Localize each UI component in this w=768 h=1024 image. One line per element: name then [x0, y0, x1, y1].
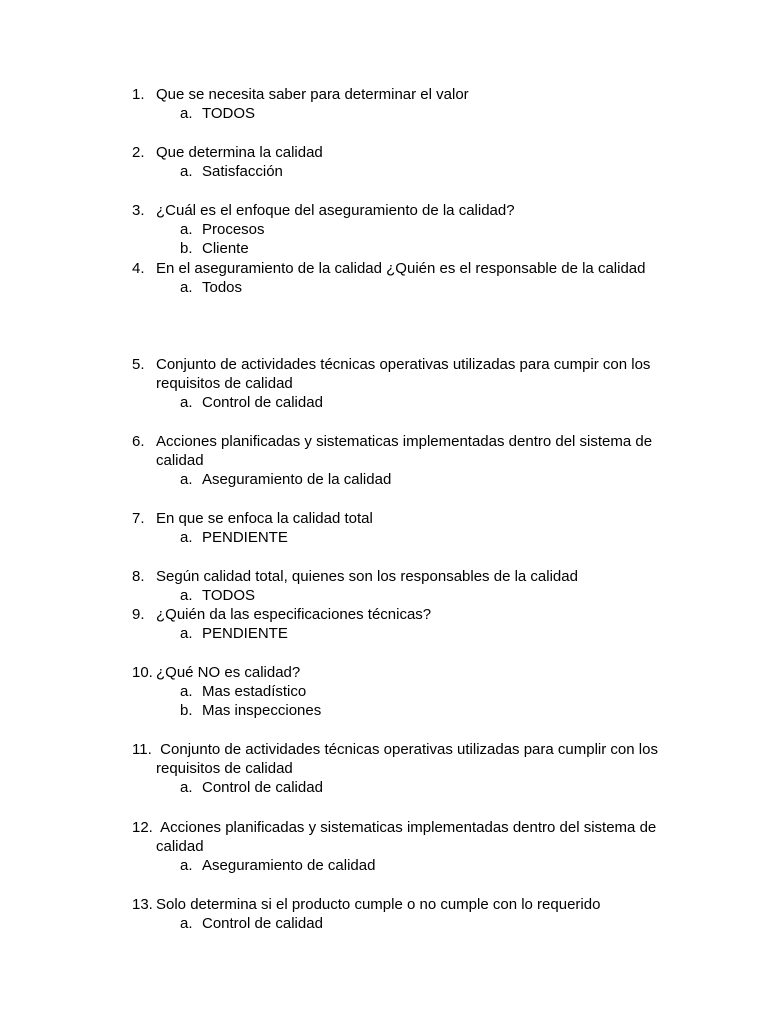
answer-item: [180, 220, 662, 239]
answer-text: Todos: [202, 279, 243, 296]
question-number: 7.: [132, 510, 145, 527]
answer-text: PENDIENTE: [202, 625, 288, 642]
question-text: [156, 818, 662, 856]
answer-item: [180, 682, 662, 701]
question-3: [132, 201, 662, 258]
question-4: [132, 259, 662, 297]
answer-list: [180, 220, 662, 258]
answer-text: Mas estadístico: [202, 683, 307, 700]
answer-letter: a.: [180, 625, 193, 642]
question-number: 8.: [132, 568, 145, 585]
answer-text: Aseguramiento de calidad: [202, 857, 376, 874]
answer-item: [180, 470, 662, 489]
answer-list: [180, 682, 662, 720]
answer-text: TODOS: [202, 587, 256, 604]
answer-text: Cliente: [202, 240, 249, 257]
answer-letter: a.: [180, 471, 193, 488]
question-number: 11.: [132, 741, 152, 758]
answer-item: [180, 528, 662, 547]
question-text: Según calidad total, quienes son los responsables de la calidad: [156, 568, 578, 585]
answer-letter: b.: [180, 240, 193, 257]
answer-letter: a.: [180, 529, 193, 546]
answer-list: [180, 470, 662, 489]
question-2: [132, 143, 662, 181]
question-9: [132, 605, 662, 643]
question-5: [132, 355, 662, 412]
question-10: [132, 663, 662, 720]
answer-item: [180, 778, 662, 797]
answer-list: [180, 914, 662, 933]
answer-letter: a.: [180, 779, 193, 796]
answer-letter: a.: [180, 105, 193, 122]
answer-text: PENDIENTE: [202, 529, 288, 546]
question-number: 13.: [132, 896, 153, 913]
question-13: [132, 895, 662, 933]
question-number: 3.: [132, 202, 145, 219]
answer-item: [180, 701, 662, 720]
answer-list: [180, 586, 662, 605]
question-text: ¿Quién da las especificaciones técnicas?: [156, 606, 432, 623]
answer-list: [180, 624, 662, 643]
question-text: En que se enfoca la calidad total: [156, 510, 373, 527]
answer-item: [180, 278, 662, 297]
answer-item: [180, 914, 662, 933]
question-number: 9.: [132, 606, 145, 623]
answer-list: [180, 393, 662, 412]
answer-letter: a.: [180, 163, 193, 180]
question-number: 1.: [132, 86, 145, 103]
question-text: ¿Cuál es el enfoque del aseguramiento de la calidad?: [156, 202, 515, 219]
question-8: [132, 567, 662, 605]
question-text: [156, 740, 662, 778]
answer-item: [180, 586, 662, 605]
answer-text: Control de calidad: [202, 779, 323, 796]
answer-letter: a.: [180, 857, 193, 874]
question-11: [132, 740, 662, 797]
answer-item: [180, 393, 662, 412]
answer-item: [180, 239, 662, 258]
answer-letter: b.: [180, 702, 193, 719]
question-text: Solo determina si el producto cumple o no cumple con lo requerido: [156, 896, 601, 913]
answer-item: [180, 104, 662, 123]
answer-list: [180, 104, 662, 123]
answer-text: Mas inspecciones: [202, 702, 322, 719]
answer-letter: a.: [180, 683, 193, 700]
question-text: En el aseguramiento de la calidad ¿Quién es el responsable de la calidad: [156, 260, 646, 277]
question-number: 4.: [132, 260, 145, 277]
question-text: ¿Qué NO es calidad?: [156, 664, 301, 681]
question-number: 10.: [132, 664, 153, 681]
question-text-content: Acciones planificadas y sistematicas implementadas dentro del sistema de calidad: [156, 819, 657, 855]
answer-list: [180, 778, 662, 797]
question-12: [132, 818, 662, 875]
question-1: [132, 85, 662, 123]
question-number: 5.: [132, 356, 145, 373]
answer-text: Satisfacción: [202, 163, 283, 180]
answer-letter: a.: [180, 587, 193, 604]
answer-item: [180, 162, 662, 181]
answer-item: [180, 624, 662, 643]
answer-text: Control de calidad: [202, 915, 323, 932]
answer-text: Control de calidad: [202, 394, 323, 411]
question-text: Que determina la calidad: [156, 144, 323, 161]
answer-list: [180, 856, 662, 875]
question-text: Que se necesita saber para determinar el valor: [156, 86, 469, 103]
answer-list: [180, 162, 662, 181]
question-text: Acciones planificadas y sistematicas implementadas dentro del sistema de calidad: [156, 433, 653, 469]
question-6: [132, 432, 662, 489]
answer-letter: a.: [180, 221, 193, 238]
question-number: 6.: [132, 433, 145, 450]
answer-item: [180, 856, 662, 875]
answer-letter: a.: [180, 394, 193, 411]
question-text-content: Conjunto de actividades técnicas operativas utilizadas para cumplir con los requisitos de calidad: [156, 741, 658, 777]
answer-letter: a.: [180, 915, 193, 932]
question-number: 2.: [132, 144, 145, 161]
answer-text: TODOS: [202, 105, 256, 122]
question-7: [132, 509, 662, 547]
answer-text: Aseguramiento de la calidad: [202, 471, 392, 488]
question-text: Conjunto de actividades técnicas operativas utilizadas para cumpir con los requisitos de calidad: [156, 356, 651, 392]
answer-letter: a.: [180, 279, 193, 296]
question-number: 12.: [132, 819, 153, 836]
answer-text: Procesos: [202, 221, 265, 238]
answer-list: [180, 278, 662, 297]
answer-list: [180, 528, 662, 547]
